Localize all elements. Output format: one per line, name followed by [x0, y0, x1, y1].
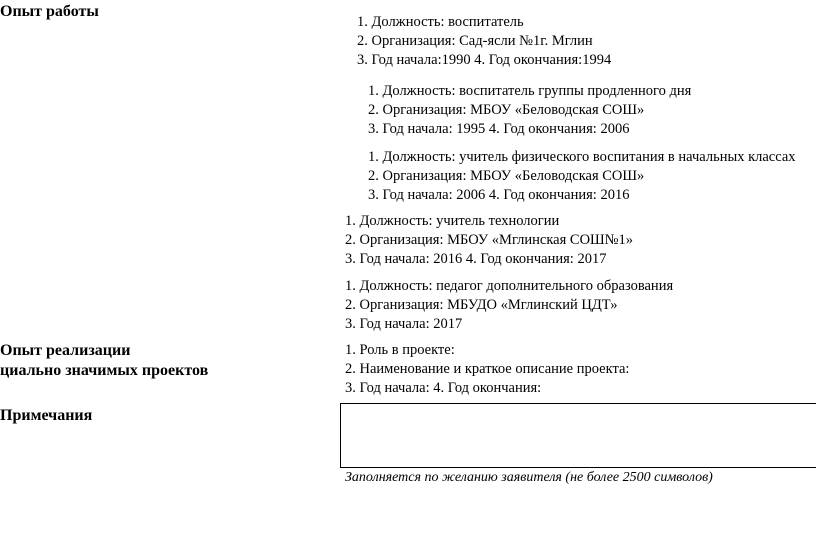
projects-heading-line1: Опыт реализации: [0, 342, 131, 359]
job-4-position: 1. Должность: учитель технологии: [345, 213, 560, 229]
job-2-position: 1. Должность: воспитатель группы продленного дня: [368, 83, 692, 99]
job-3-position: 1. Должность: учитель физического воспитания в начальных классах: [368, 149, 796, 165]
job-1-position: 1. Должность: воспитатель: [357, 14, 524, 30]
notes-hint: Заполняется по желанию заявителя (не более 2500 символов): [345, 470, 713, 485]
job-4-years: 3. Год начала: 2016 4. Год окончания: 2017: [345, 251, 607, 267]
projects-heading-line2: циально значимых проектов: [0, 362, 209, 379]
job-3-organization: 2. Организация: МБОУ «Беловодская СОШ»: [368, 168, 645, 184]
job-5-position: 1. Должность: педагог дополнительного образования: [345, 278, 674, 294]
job-1-organization: 2. Организация: Сад-ясли №1г. Мглин: [357, 33, 593, 49]
project-description: 2. Наименование и краткое описание проекта:: [345, 361, 630, 377]
job-4-organization: 2. Организация: МБОУ «Мглинская СОШ№1»: [345, 232, 634, 248]
job-2-organization: 2. Организация: МБОУ «Беловодская СОШ»: [368, 102, 645, 118]
job-2-years: 3. Год начала: 1995 4. Год окончания: 2006: [368, 121, 630, 137]
notes-input-box[interactable]: [340, 403, 816, 468]
experience-heading: Опыт работы: [0, 3, 99, 20]
project-years: 3. Год начала: 4. Год окончания:: [345, 380, 542, 396]
job-1-years: 3. Год начала:1990 4. Год окончания:1994: [357, 52, 612, 68]
job-5-years: 3. Год начала: 2017: [345, 316, 463, 332]
notes-heading: Примечания: [0, 407, 93, 424]
job-3-years: 3. Год начала: 2006 4. Год окончания: 2016: [368, 187, 630, 203]
job-5-organization: 2. Организация: МБУДО «Мглинский ЦДТ»: [345, 297, 618, 313]
project-role: 1. Роль в проекте:: [345, 342, 455, 358]
